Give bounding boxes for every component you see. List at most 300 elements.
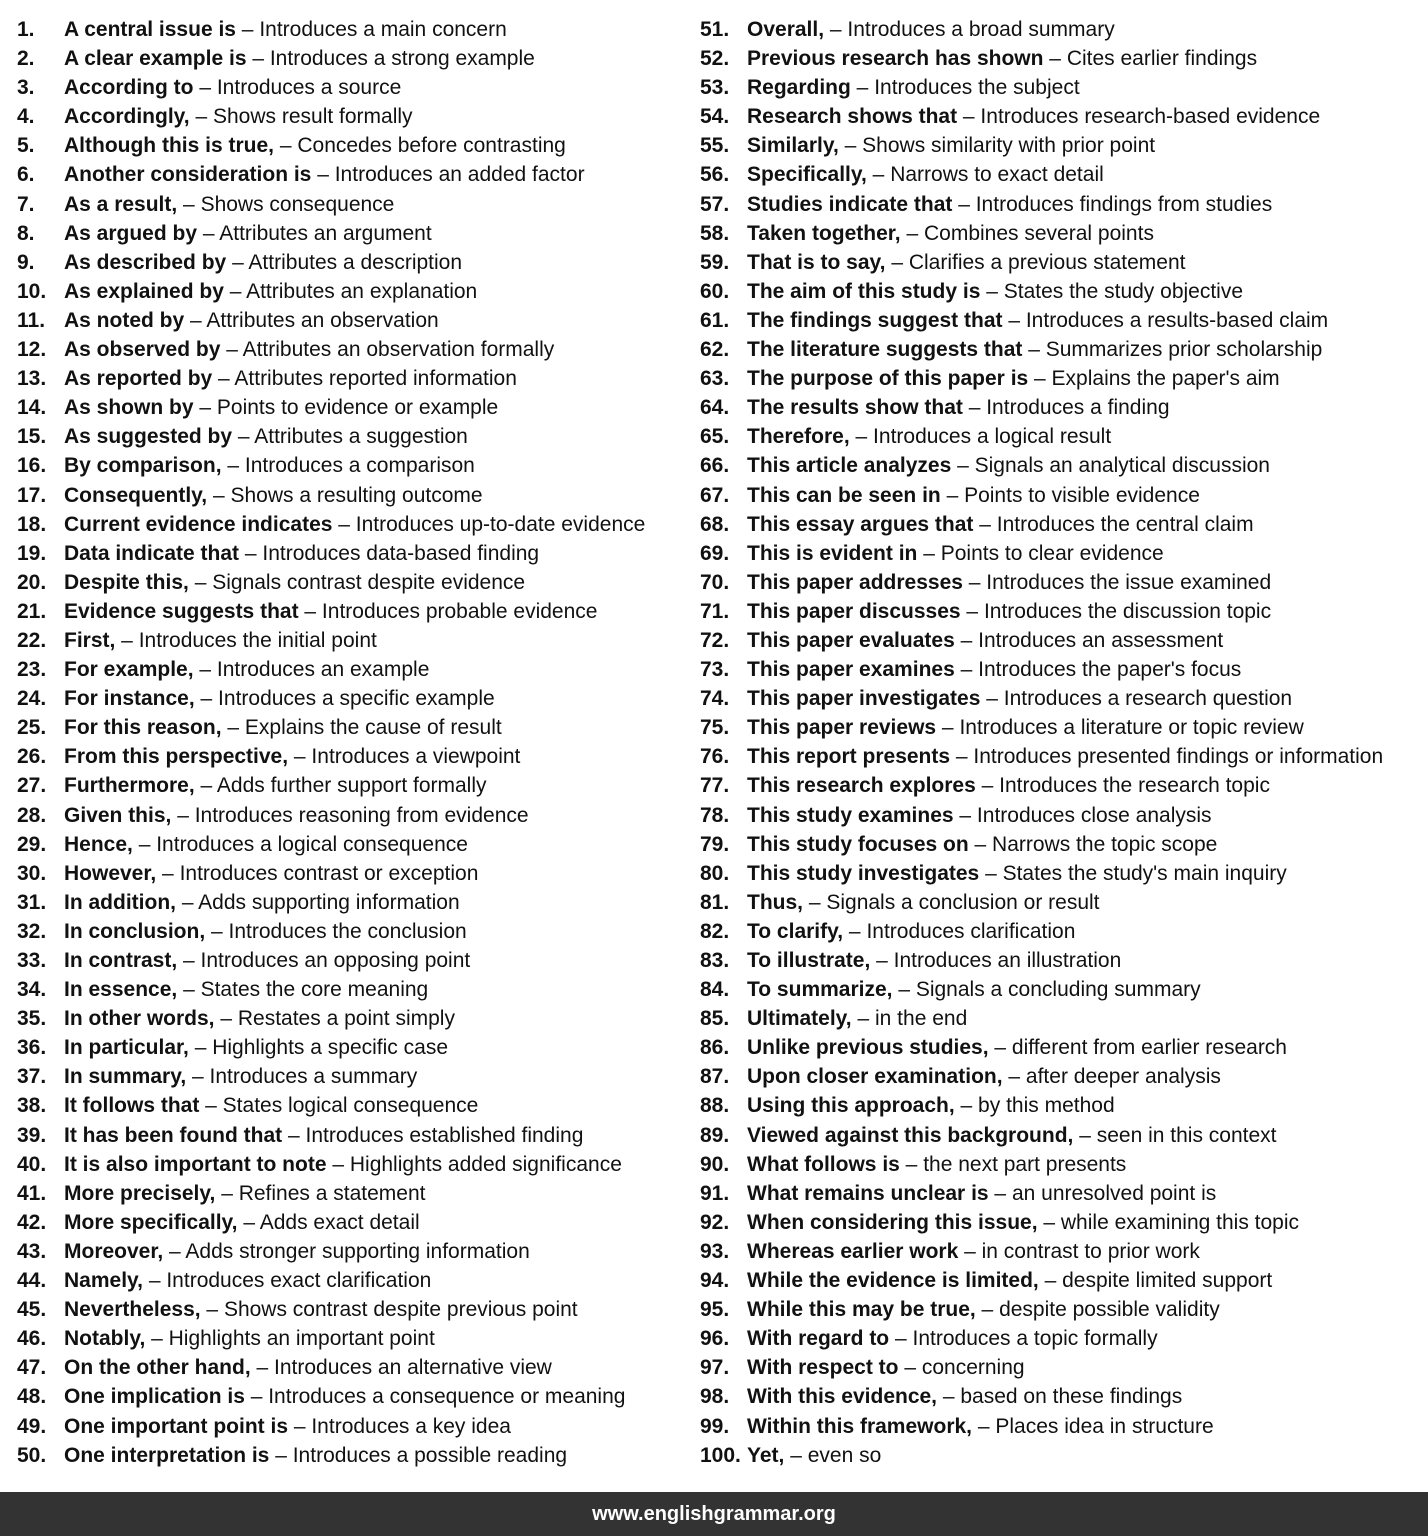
item-description: – despite possible validity bbox=[975, 1298, 1220, 1322]
list-item bbox=[700, 102, 1420, 131]
item-description: – Introduces a logical result bbox=[849, 425, 1112, 449]
item-phrase: By comparison, bbox=[64, 454, 222, 478]
item-description: – Points to clear evidence bbox=[917, 541, 1164, 565]
list-item bbox=[700, 1324, 1420, 1353]
list-item bbox=[17, 946, 687, 975]
item-number: 88. bbox=[700, 1094, 730, 1118]
list-item bbox=[17, 277, 687, 306]
item-number: 48. bbox=[17, 1385, 47, 1409]
item-number: 40. bbox=[17, 1152, 47, 1176]
list-item bbox=[700, 830, 1420, 859]
list-item bbox=[700, 1121, 1420, 1150]
item-phrase: For instance, bbox=[64, 687, 195, 711]
item-description: – Introduces an illustration bbox=[870, 949, 1122, 972]
item-description: – Shows a resulting outcome bbox=[207, 483, 483, 507]
item-phrase: Despite this, bbox=[64, 570, 189, 594]
item-phrase: What remains unclear is bbox=[747, 1181, 989, 1205]
footer-url[interactable]: www.englishgrammar.org bbox=[592, 1503, 836, 1525]
item-number: 100. bbox=[700, 1443, 741, 1467]
item-phrase: As shown by bbox=[64, 396, 194, 420]
list-item bbox=[700, 422, 1420, 451]
phrase-list bbox=[0, 15, 1428, 1480]
item-phrase: In particular, bbox=[64, 1036, 189, 1060]
item-number: 85. bbox=[700, 1007, 730, 1031]
item-description: – Adds exact detail bbox=[237, 1210, 420, 1234]
item-number: 38. bbox=[17, 1094, 47, 1118]
item-description: – Combines several points bbox=[900, 221, 1154, 245]
item-description: – Signals a conclusion or result bbox=[803, 890, 1100, 914]
item-number: 68. bbox=[700, 512, 730, 536]
item-description: – Introduces a research question bbox=[980, 687, 1293, 711]
item-phrase: However, bbox=[64, 861, 157, 885]
list-item bbox=[17, 1004, 687, 1033]
item-phrase: This study examines bbox=[747, 803, 954, 827]
item-description: – in contrast to prior work bbox=[958, 1239, 1200, 1263]
list-item bbox=[700, 277, 1420, 306]
item-description: – Adds supporting information bbox=[175, 890, 460, 914]
list-item bbox=[17, 364, 687, 393]
list-item bbox=[700, 393, 1420, 422]
footer-bar bbox=[0, 1492, 1428, 1536]
item-phrase: As explained by bbox=[64, 279, 224, 303]
item-description: – Introduces a comparison bbox=[221, 454, 475, 478]
list-item bbox=[17, 539, 687, 568]
item-phrase: A central issue is bbox=[64, 18, 236, 41]
item-description: – Introduces established finding bbox=[282, 1123, 584, 1147]
item-phrase: For this reason, bbox=[64, 716, 222, 740]
item-description: – Shows contrast despite previous point bbox=[200, 1298, 578, 1322]
item-description: – concerning bbox=[898, 1356, 1025, 1380]
list-item bbox=[700, 451, 1420, 480]
list-item bbox=[700, 917, 1420, 946]
list-item bbox=[17, 510, 687, 539]
item-number: 90. bbox=[700, 1152, 730, 1176]
list-item bbox=[17, 1266, 687, 1295]
item-description: – Introduces a results-based claim bbox=[1002, 308, 1329, 332]
item-phrase: This study investigates bbox=[747, 861, 980, 885]
item-description: – despite limited support bbox=[1038, 1269, 1273, 1293]
item-phrase: With regard to bbox=[747, 1327, 890, 1351]
item-number: 35. bbox=[17, 1007, 47, 1031]
item-description: – Explains the cause of result bbox=[221, 716, 502, 740]
item-number: 57. bbox=[700, 192, 730, 216]
item-description: – Signals a concluding summary bbox=[892, 978, 1201, 1002]
item-number: 3. bbox=[17, 76, 35, 100]
list-item bbox=[17, 655, 687, 684]
item-phrase: More specifically, bbox=[64, 1210, 238, 1234]
list-item bbox=[17, 568, 687, 597]
item-phrase: In contrast, bbox=[64, 949, 178, 972]
item-phrase: Research shows that bbox=[747, 105, 958, 129]
item-number: 10. bbox=[17, 279, 47, 303]
item-description: – States the study objective bbox=[980, 279, 1244, 303]
item-description: – Explains the paper's aim bbox=[1028, 367, 1280, 391]
item-description: – Introduces exact clarification bbox=[143, 1269, 432, 1293]
item-number: 6. bbox=[17, 163, 35, 187]
list-item bbox=[700, 306, 1420, 335]
item-number: 62. bbox=[700, 338, 730, 362]
item-phrase: This study focuses on bbox=[747, 832, 969, 856]
list-item bbox=[700, 568, 1420, 597]
list-item bbox=[17, 1033, 687, 1062]
item-number: 71. bbox=[700, 599, 730, 623]
item-number: 17. bbox=[17, 483, 47, 507]
item-description: – Shows similarity with prior point bbox=[838, 134, 1156, 158]
item-description: – Introduces the subject bbox=[850, 76, 1080, 100]
list-item bbox=[700, 1295, 1420, 1324]
item-phrase: That is to say, bbox=[747, 250, 886, 274]
item-description: – Attributes an observation formally bbox=[220, 338, 555, 362]
item-phrase: One important point is bbox=[64, 1414, 288, 1438]
list-item bbox=[17, 771, 687, 800]
item-number: 42. bbox=[17, 1210, 47, 1234]
item-phrase: In essence, bbox=[64, 978, 178, 1002]
item-number: 41. bbox=[17, 1181, 47, 1205]
item-phrase: As suggested by bbox=[64, 425, 233, 449]
item-number: 74. bbox=[700, 687, 730, 711]
item-phrase: As reported by bbox=[64, 367, 213, 391]
item-phrase: Upon closer examination, bbox=[747, 1065, 1003, 1089]
list-item bbox=[17, 451, 687, 480]
item-number: 21. bbox=[17, 599, 47, 623]
list-item bbox=[17, 1179, 687, 1208]
item-phrase: Within this framework, bbox=[747, 1414, 973, 1438]
item-phrase: Ultimately, bbox=[747, 1007, 852, 1031]
list-item bbox=[17, 248, 687, 277]
item-description: – based on these findings bbox=[937, 1385, 1183, 1409]
item-description: – Refines a statement bbox=[215, 1181, 426, 1205]
list-item bbox=[17, 888, 687, 917]
item-phrase: The purpose of this paper is bbox=[747, 367, 1029, 391]
list-item bbox=[700, 1033, 1420, 1062]
list-item bbox=[700, 771, 1420, 800]
item-description: – Attributes a suggestion bbox=[232, 425, 468, 449]
list-item bbox=[700, 481, 1420, 510]
right-column bbox=[700, 15, 1420, 1470]
list-item bbox=[17, 859, 687, 888]
item-phrase: As observed by bbox=[64, 338, 221, 362]
item-description: – while examining this topic bbox=[1037, 1210, 1300, 1234]
item-number: 80. bbox=[700, 861, 730, 885]
item-phrase: The results show that bbox=[747, 396, 963, 420]
list-item bbox=[17, 393, 687, 422]
item-description: – Introduces findings from studies bbox=[952, 192, 1273, 216]
item-number: 60. bbox=[700, 279, 730, 303]
item-phrase: The aim of this study is bbox=[747, 279, 981, 303]
item-phrase: This article analyzes bbox=[747, 454, 952, 478]
item-phrase: With respect to bbox=[747, 1356, 899, 1380]
item-phrase: The literature suggests that bbox=[747, 338, 1023, 362]
item-number: 82. bbox=[700, 919, 730, 943]
item-description: – after deeper analysis bbox=[1002, 1065, 1221, 1089]
item-number: 7. bbox=[17, 192, 35, 216]
item-description: – Introduces the discussion topic bbox=[960, 599, 1272, 623]
list-item bbox=[700, 1441, 1420, 1470]
item-phrase: It follows that bbox=[64, 1094, 200, 1118]
list-item bbox=[700, 684, 1420, 713]
item-number: 67. bbox=[700, 483, 730, 507]
item-description: – Introduces a possible reading bbox=[269, 1443, 568, 1467]
item-phrase: Notably, bbox=[64, 1327, 146, 1351]
item-number: 83. bbox=[700, 949, 730, 972]
item-number: 20. bbox=[17, 570, 47, 594]
item-number: 27. bbox=[17, 774, 47, 798]
item-description: – Adds stronger supporting information bbox=[163, 1239, 530, 1263]
item-number: 1. bbox=[17, 18, 35, 41]
item-phrase: This can be seen in bbox=[747, 483, 941, 507]
item-number: 59. bbox=[700, 250, 730, 274]
item-number: 81. bbox=[700, 890, 730, 914]
item-phrase: Using this approach, bbox=[747, 1094, 955, 1118]
item-phrase: Namely, bbox=[64, 1269, 143, 1293]
item-description: – Narrows to exact detail bbox=[866, 163, 1104, 187]
list-item bbox=[700, 1237, 1420, 1266]
item-description: – Attributes a description bbox=[226, 250, 463, 274]
item-number: 2. bbox=[17, 47, 35, 71]
item-number: 91. bbox=[700, 1181, 730, 1205]
list-item bbox=[700, 1004, 1420, 1033]
item-phrase: It is also important to note bbox=[64, 1152, 327, 1176]
item-phrase: Studies indicate that bbox=[747, 192, 953, 216]
item-number: 29. bbox=[17, 832, 47, 856]
item-phrase: The findings suggest that bbox=[747, 308, 1003, 332]
item-number: 93. bbox=[700, 1239, 730, 1263]
item-description: – even so bbox=[784, 1443, 882, 1467]
item-phrase: While this may be true, bbox=[747, 1298, 976, 1322]
item-phrase: When considering this issue, bbox=[747, 1210, 1038, 1234]
list-item bbox=[17, 1208, 687, 1237]
item-phrase: Therefore, bbox=[747, 425, 850, 449]
item-phrase: This essay argues that bbox=[747, 512, 974, 536]
list-item bbox=[700, 539, 1420, 568]
list-item bbox=[17, 1237, 687, 1266]
list-item bbox=[17, 626, 687, 655]
item-phrase: Thus, bbox=[747, 890, 803, 914]
item-description: – Introduces a summary bbox=[186, 1065, 418, 1089]
item-number: 99. bbox=[700, 1414, 730, 1438]
item-number: 94. bbox=[700, 1269, 730, 1293]
item-description: – Introduces an added factor bbox=[311, 163, 585, 187]
item-description: – Points to evidence or example bbox=[193, 396, 499, 420]
list-item bbox=[700, 1266, 1420, 1295]
item-description: – in the end bbox=[851, 1007, 968, 1031]
item-description: – Introduces the initial point bbox=[115, 628, 377, 652]
item-description: – Places idea in structure bbox=[972, 1414, 1214, 1438]
list-item bbox=[700, 335, 1420, 364]
item-phrase: Accordingly, bbox=[64, 105, 190, 129]
list-item bbox=[17, 1062, 687, 1091]
item-phrase: According to bbox=[64, 76, 194, 100]
item-description: – Adds further support formally bbox=[194, 774, 487, 798]
item-description: – States the core meaning bbox=[177, 978, 429, 1002]
item-description: – Attributes an argument bbox=[197, 221, 432, 245]
item-number: 49. bbox=[17, 1414, 47, 1438]
list-item bbox=[700, 655, 1420, 684]
item-number: 65. bbox=[700, 425, 730, 449]
item-description: – Introduces contrast or exception bbox=[156, 861, 479, 885]
item-description: – Highlights an important point bbox=[145, 1327, 435, 1351]
item-phrase: Viewed against this background, bbox=[747, 1123, 1074, 1147]
list-item bbox=[17, 1324, 687, 1353]
item-number: 89. bbox=[700, 1123, 730, 1147]
item-phrase: This paper reviews bbox=[747, 716, 937, 740]
list-item bbox=[17, 481, 687, 510]
item-number: 95. bbox=[700, 1298, 730, 1322]
item-number: 19. bbox=[17, 541, 47, 565]
list-item bbox=[700, 975, 1420, 1004]
item-description: – Introduces the issue examined bbox=[962, 570, 1272, 594]
item-number: 43. bbox=[17, 1239, 47, 1263]
item-description: – Introduces a finding bbox=[962, 396, 1170, 420]
item-phrase: This paper discusses bbox=[747, 599, 961, 623]
item-description: – Points to visible evidence bbox=[940, 483, 1200, 507]
item-number: 73. bbox=[700, 658, 730, 682]
list-item bbox=[700, 73, 1420, 102]
list-item bbox=[700, 1412, 1420, 1441]
list-item bbox=[700, 888, 1420, 917]
item-number: 5. bbox=[17, 134, 35, 158]
item-phrase: As a result, bbox=[64, 192, 178, 216]
item-phrase: This paper investigates bbox=[747, 687, 981, 711]
list-item bbox=[17, 73, 687, 102]
item-phrase: This paper addresses bbox=[747, 570, 963, 594]
item-description: – Summarizes prior scholarship bbox=[1022, 338, 1323, 362]
item-number: 70. bbox=[700, 570, 730, 594]
list-item bbox=[700, 364, 1420, 393]
item-number: 66. bbox=[700, 454, 730, 478]
item-phrase: In conclusion, bbox=[64, 919, 206, 943]
item-phrase: In summary, bbox=[64, 1065, 187, 1089]
item-number: 52. bbox=[700, 47, 730, 71]
item-phrase: First, bbox=[64, 628, 116, 652]
item-phrase: What follows is bbox=[747, 1152, 900, 1176]
list-item bbox=[700, 1062, 1420, 1091]
list-item bbox=[17, 1412, 687, 1441]
item-description: – Introduces research-based evidence bbox=[957, 105, 1321, 129]
list-item bbox=[17, 190, 687, 219]
item-number: 46. bbox=[17, 1327, 47, 1351]
item-phrase: Although this is true, bbox=[64, 134, 274, 158]
item-phrase: Yet, bbox=[747, 1443, 785, 1467]
item-phrase: Taken together, bbox=[747, 221, 901, 245]
list-item bbox=[17, 1441, 687, 1470]
item-number: 79. bbox=[700, 832, 730, 856]
item-description: – Introduces a broad summary bbox=[824, 18, 1115, 41]
list-item bbox=[700, 15, 1420, 44]
item-phrase: In other words, bbox=[64, 1007, 215, 1031]
item-description: – Introduces the paper's focus bbox=[954, 658, 1242, 682]
item-number: 55. bbox=[700, 134, 730, 158]
item-number: 22. bbox=[17, 628, 47, 652]
item-description: – Introduces the conclusion bbox=[205, 919, 467, 943]
list-item bbox=[700, 801, 1420, 830]
item-description: – Signals an analytical discussion bbox=[951, 454, 1270, 478]
item-phrase: Another consideration is bbox=[64, 163, 312, 187]
item-number: 84. bbox=[700, 978, 730, 1002]
list-item bbox=[17, 917, 687, 946]
item-number: 78. bbox=[700, 803, 730, 827]
list-item bbox=[17, 422, 687, 451]
item-description: – Introduces a specific example bbox=[194, 687, 495, 711]
item-phrase: One implication is bbox=[64, 1385, 245, 1409]
item-number: 63. bbox=[700, 367, 730, 391]
item-phrase: To illustrate, bbox=[747, 949, 871, 972]
item-phrase: Given this, bbox=[64, 803, 172, 827]
item-description: – Narrows the topic scope bbox=[968, 832, 1218, 856]
item-number: 96. bbox=[700, 1327, 730, 1351]
item-description: – Introduces a strong example bbox=[246, 47, 535, 71]
list-item bbox=[17, 684, 687, 713]
item-description: – Highlights a specific case bbox=[188, 1036, 449, 1060]
item-number: 25. bbox=[17, 716, 47, 740]
list-item bbox=[17, 597, 687, 626]
list-item bbox=[700, 160, 1420, 189]
item-description: – Attributes reported information bbox=[212, 367, 517, 391]
item-phrase: This report presents bbox=[747, 745, 951, 769]
list-item bbox=[17, 131, 687, 160]
item-number: 39. bbox=[17, 1123, 47, 1147]
item-description: – Cites earlier findings bbox=[1043, 47, 1258, 71]
item-description: – Restates a point simply bbox=[214, 1007, 455, 1031]
item-description: – an unresolved point is bbox=[988, 1181, 1217, 1205]
list-item bbox=[17, 1091, 687, 1120]
list-item bbox=[17, 102, 687, 131]
item-description: – Highlights added significance bbox=[326, 1152, 622, 1176]
item-number: 92. bbox=[700, 1210, 730, 1234]
item-number: 12. bbox=[17, 338, 47, 362]
item-phrase: Furthermore, bbox=[64, 774, 195, 798]
item-description: – Introduces a literature or topic review bbox=[936, 716, 1304, 740]
item-number: 18. bbox=[17, 512, 47, 536]
item-number: 44. bbox=[17, 1269, 47, 1293]
item-number: 14. bbox=[17, 396, 47, 420]
item-description: – Introduces an alternative view bbox=[250, 1356, 552, 1380]
item-phrase: Consequently, bbox=[64, 483, 208, 507]
item-number: 15. bbox=[17, 425, 47, 449]
item-number: 37. bbox=[17, 1065, 47, 1089]
list-item bbox=[700, 626, 1420, 655]
item-phrase: Moreover, bbox=[64, 1239, 164, 1263]
list-item bbox=[17, 830, 687, 859]
item-description: – Clarifies a previous statement bbox=[885, 250, 1186, 274]
list-item bbox=[17, 15, 687, 44]
item-description: – Introduces a topic formally bbox=[889, 1327, 1158, 1351]
list-item bbox=[700, 1353, 1420, 1382]
item-description: – Introduces a consequence or meaning bbox=[244, 1385, 626, 1409]
item-number: 72. bbox=[700, 628, 730, 652]
item-number: 24. bbox=[17, 687, 47, 711]
item-number: 61. bbox=[700, 308, 730, 332]
item-number: 47. bbox=[17, 1356, 47, 1380]
item-description: – Introduces an assessment bbox=[954, 628, 1224, 652]
list-item bbox=[700, 44, 1420, 73]
item-description: – Introduces presented findings or information bbox=[950, 745, 1384, 769]
item-phrase: Previous research has shown bbox=[747, 47, 1044, 71]
item-description: – Shows consequence bbox=[177, 192, 395, 216]
item-description: – Introduces probable evidence bbox=[298, 599, 598, 623]
item-description: – Introduces an example bbox=[193, 658, 430, 682]
item-description: – different from earlier research bbox=[988, 1036, 1287, 1060]
item-number: 23. bbox=[17, 658, 47, 682]
list-item bbox=[700, 1091, 1420, 1120]
item-number: 4. bbox=[17, 105, 35, 129]
item-description: – Signals contrast despite evidence bbox=[188, 570, 526, 594]
left-column bbox=[17, 15, 687, 1470]
item-phrase: To summarize, bbox=[747, 978, 893, 1002]
item-phrase: Hence, bbox=[64, 832, 133, 856]
list-item bbox=[700, 946, 1420, 975]
list-item bbox=[17, 801, 687, 830]
